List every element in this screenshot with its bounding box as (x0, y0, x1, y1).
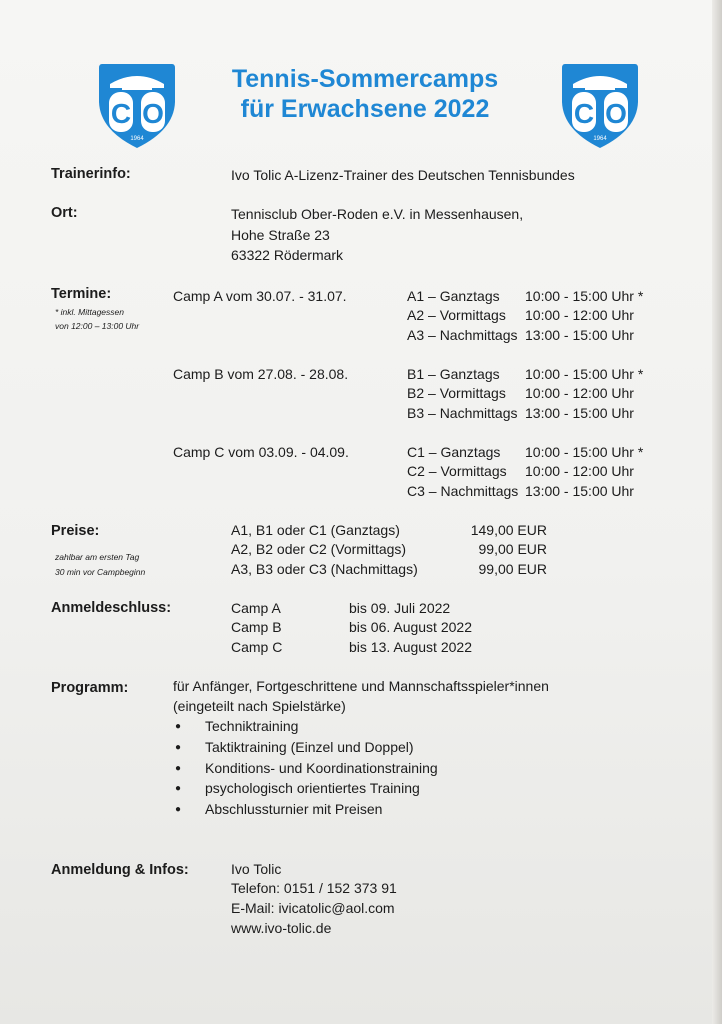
price-value: 99,00 EUR (478, 561, 547, 577)
title-line-1: Tennis-Sommercamps (231, 65, 499, 93)
ort-line: Tennisclub Ober-Roden e.V. in Messenhausen, (231, 206, 524, 222)
logo-letter-c: C (573, 98, 595, 129)
preise-note: zahlbar am ersten Tag (55, 552, 140, 562)
logo-letter-o: O (605, 98, 627, 129)
trainerinfo-label: Trainerinfo: (51, 166, 131, 182)
session-code: A1 – Ganztags (407, 288, 500, 304)
session-time: 10:00 - 12:00 Uhr (525, 385, 634, 401)
session-time: 13:00 - 15:00 Uhr (525, 405, 634, 421)
session-time: 10:00 - 15:00 Uhr * (525, 366, 644, 382)
deadline-date: bis 06. August 2022 (349, 619, 472, 635)
price-item: A3, B3 oder C3 (Nachmittags) (231, 561, 418, 577)
programm-item: Abschlussturnier mit Preisen (205, 801, 383, 817)
programm-intro: (eingeteilt nach Spielstärke) (173, 698, 346, 714)
logo-year: 1964 (593, 136, 607, 142)
bullet-icon: ● (175, 721, 182, 732)
session-code: B1 – Ganztags (407, 366, 500, 382)
anmeldeschluss-label: Anmeldeschluss: (51, 600, 172, 616)
programm-intro: für Anfänger, Fortgeschrittene und Mannschaftsspieler*innen (173, 678, 549, 694)
preise-note: 30 min vor Campbeginn (55, 567, 146, 577)
ort-line: Hohe Straße 23 (231, 227, 330, 243)
anmeldung-label: Anmeldung & Infos: (51, 862, 189, 878)
termine-note: * inkl. Mittagessen (55, 307, 124, 317)
programm-item: psychologisch orientiertes Training (205, 780, 420, 796)
ort-label: Ort: (51, 205, 78, 221)
deadline-camp: Camp C (231, 639, 283, 655)
bullet-icon: ● (175, 804, 182, 815)
logo-year: 1964 (130, 136, 144, 142)
programm-item: Taktiktraining (Einzel und Doppel) (205, 739, 414, 755)
contact-email: E-Mail: ivicatolic@aol.com (231, 900, 395, 916)
bullet-icon: ● (175, 742, 182, 753)
trainerinfo-value: Ivo Tolic A-Lizenz-Trainer des Deutschen Tennisbundes (231, 167, 575, 183)
deadline-date: bis 09. Juli 2022 (349, 600, 451, 616)
session-time: 10:00 - 12:00 Uhr (525, 307, 634, 323)
club-logo-left (96, 60, 178, 150)
contact-website: www.ivo-tolic.de (231, 920, 332, 936)
termine-note: von 12:00 – 13:00 Uhr (55, 321, 140, 331)
session-code: A2 – Vormittags (407, 307, 506, 323)
paper-edge (712, 0, 722, 1024)
session-time: 13:00 - 15:00 Uhr (525, 483, 634, 499)
session-code: B2 – Vormittags (407, 385, 506, 401)
deadline-camp: Camp B (231, 619, 282, 635)
ort-line: 63322 Rödermark (231, 247, 344, 263)
session-time: 10:00 - 15:00 Uhr * (525, 288, 644, 304)
bullet-icon: ● (175, 763, 182, 774)
page-title (190, 64, 540, 124)
contact-phone: Telefon: 0151 / 152 373 91 (231, 880, 397, 896)
session-time: 10:00 - 12:00 Uhr (525, 463, 634, 479)
session-time: 10:00 - 15:00 Uhr * (525, 444, 644, 460)
contact-name: Ivo Tolic (231, 861, 282, 877)
camp-b-name: Camp B vom 27.08. - 28.08. (173, 366, 349, 382)
programm-item: Konditions- und Koordinationstraining (205, 760, 438, 776)
price-value: 149,00 EUR (470, 522, 547, 538)
club-logo-right (559, 60, 641, 150)
session-code: C2 – Vormittags (407, 463, 507, 479)
programm-item: Techniktraining (205, 718, 299, 734)
deadline-date: bis 13. August 2022 (349, 639, 472, 655)
preise-label: Preise: (51, 523, 100, 539)
price-value: 99,00 EUR (478, 541, 547, 557)
session-time: 13:00 - 15:00 Uhr (525, 327, 634, 343)
deadline-camp: Camp A (231, 600, 281, 616)
price-item: A1, B1 oder C1 (Ganztags) (231, 522, 400, 538)
session-code: A3 – Nachmittags (407, 327, 518, 343)
title-line-2: für Erwachsene 2022 (240, 95, 490, 123)
camp-c-name: Camp C vom 03.09. - 04.09. (173, 444, 349, 460)
logo-letter-c: C (110, 98, 132, 129)
session-code: C3 – Nachmittags (407, 483, 519, 499)
price-item: A2, B2 oder C2 (Vormittags) (231, 541, 407, 557)
session-code: B3 – Nachmittags (407, 405, 518, 421)
logo-letter-o: O (142, 98, 164, 129)
camp-a-name: Camp A vom 30.07. - 31.07. (173, 288, 347, 304)
programm-label: Programm: (51, 680, 129, 696)
session-code: C1 – Ganztags (407, 444, 501, 460)
termine-label: Termine: (51, 286, 112, 302)
bullet-icon: ● (175, 783, 182, 794)
